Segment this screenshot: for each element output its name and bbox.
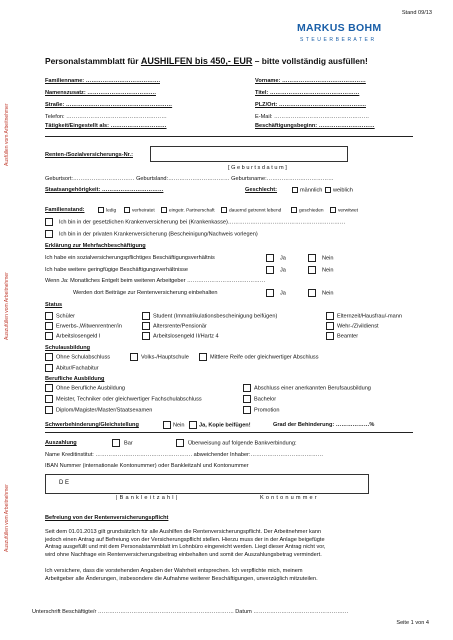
familienstand-getrennt[interactable]: dauernd getrennt lebend [221,207,281,214]
familienstand-partnerschaft[interactable]: eingetr. Partnerschaft [161,207,215,214]
familienstand-label: Familienstand: [45,207,85,213]
status-student[interactable]: Student (Immatrikulationsbescheinigung beifügen) [142,312,277,320]
beruf-ohne[interactable]: Ohne Berufliche Ausbildung [45,384,125,392]
brand-subtitle: S T E U E R B E R A T E R [300,37,375,43]
kontonummer-hint: K o n t o n u m m e r [260,495,317,501]
kreditinstitut-field[interactable]: Name Kreditinstitut: ……………………………………………. abweichender Inhaber:………………………………… [45,452,324,458]
behinderung-grad[interactable]: Grad der Behinderung: ………………% [273,422,375,428]
signature-line[interactable]: Unterschrift Beschäftigte/r ………………………………………………………………. Datum …………………………………………… [32,609,349,615]
versicherung-text-line: Arbeitgeber alle Änderungen, insbesondere die Aufnahme weiterer Beschäftigungen, unverzüglich mitzuteilen. [45,575,318,582]
mehrfach-title: Erklärung zur Mehrfachbeschäftigung [45,243,146,249]
stand-label: Stand 09/13 [401,10,432,16]
auszahlung-ueberweisung[interactable]: Überweisung auf folgende Bankverbindung: [176,439,297,447]
behinderung-nein[interactable]: Nein [163,421,185,429]
iban-country: D E [59,480,70,486]
checkbox[interactable] [325,187,331,193]
side-label-2: Auszufüllen vom Arbeitnehmer [4,272,10,340]
schule-mittlere-reife[interactable]: Mittlere Reife oder gleichwertiger Abschluss [199,353,319,361]
mehrfach-q4-nein[interactable]: Nein [308,289,334,297]
status-title: Status [45,302,63,308]
mehrfach-q1-ja[interactable]: Ja [266,254,286,262]
kv-privat[interactable]: Ich bin in der privaten Krankenversicherung (Bescheinigung/Nachweis vorlegen) [45,230,258,238]
brand-name: MARKUS BOHM [297,22,382,34]
familienstand-geschieden[interactable]: geschieden [291,207,324,214]
checkbox[interactable] [292,187,298,193]
mehrfach-q2: Ich habe weitere geringfügige Beschäftigungsverhältnisse [45,267,189,273]
side-label-1: Ausfüllen vom Arbeitnehmer [4,103,10,166]
mehrfach-q4: Werden dort Beiträge zur Rentenversicherung einbehalten [73,290,218,296]
auszahlung-bar[interactable]: Bar [112,439,133,447]
auszahlung-label: Auszahlung [45,440,77,446]
geschlecht-label: Geschlecht: [245,187,278,193]
kv-gesetzlich[interactable]: Ich bin in der gesetzlichen Krankenversicherung bei (Krankenkasse)……………………………………………………… [45,218,345,226]
plz-ort-field[interactable]: PLZ/Ort: ……………………………………….. [255,102,366,108]
geburtsdatum-hint: [ G e b u r t s d a t u m ] [228,165,287,171]
divider [45,432,413,433]
befreiung-title: Befreiung von der Rentenversicherungspflicht [45,515,169,521]
page-number: Seite 1 von 4 [396,620,429,626]
side-label-3: Auszufüllen vom Arbeitnehmer [4,484,10,552]
email-field[interactable]: E-Mail: …………………………………………… [255,114,370,120]
mehrfach-q2-nein[interactable]: Nein [308,266,334,274]
status-alg1[interactable]: Arbeitslosengeld I [45,332,100,340]
telefon-field[interactable]: Telefon: ……………………………………………… [45,114,167,120]
geschlecht-weiblich[interactable]: weiblich [325,187,353,194]
beruf-anerkannt[interactable]: Abschluss einer anerkannten Berufsausbildung [243,384,371,392]
rv-nummer-label: Renten-/Sozialversicherungs-Nr.: [45,152,133,158]
geschlecht-maennlich[interactable]: männlich [292,187,322,194]
divider [45,136,413,137]
beruf-diplom[interactable]: Diplom/Magister/Master/Staatsexamen [45,406,152,414]
status-rentner[interactable]: Erwerbs-,Witwenrentner/in [45,322,122,330]
beginn-field[interactable]: Beschäftigungsbeginn: ………………………… [255,123,375,129]
mehrfach-q3[interactable]: Wenn Ja: Monatliches Entgelt beim weiteren Arbeitgeber …………………………………… [45,278,266,284]
familienname-field[interactable]: Familienname: …………………………………. [45,78,160,84]
familienstand-verheiratet[interactable]: verheiratet [124,207,155,214]
vorname-field[interactable]: Vorname: ……………………………………… [255,78,366,84]
status-elternzeit[interactable]: Elternzeit/Hausfrau/-mann [326,312,402,320]
geburtsort-row[interactable]: Geburtsort:…………………………… Geburtsland:…………………………… Geburtsname:……………………………… [45,176,334,182]
iban-input[interactable] [45,474,369,494]
mehrfach-q1-nein[interactable]: Nein [308,254,334,262]
mehrfach-q1: Ich habe ein sozialversicherungspflichtiges Beschäftigungsverhältnis [45,255,215,261]
befreiung-text-line: Antrag ausgefüllt und mit dem Personalstammblatt im Lohnbüro eingereicht werden. Liegt dieser Antrag nicht vor, [45,544,326,550]
schule-abitur[interactable]: Abitur/Fachabitur [45,364,99,372]
status-wehrdienst[interactable]: Wehr-/Zivildienst [326,322,379,330]
befreiung-text-line: wird ohne Nachfrage ein Rentenversicherungsbeitrag einbehalten und somit der Auszahlungsbetrag vermindert. [45,551,322,558]
versicherung-text-line: Ich versichere, dass die vorstehenden Angaben der Wahrheit entsprechen. Ich verpflichte mich, meinem [45,568,303,574]
schule-hauptschule[interactable]: Volks-/Hauptschule [130,353,189,361]
behinderung-label: Schwerbehinderung/Gleichstellung [45,422,139,428]
familienstand-ledig[interactable]: ledig [98,207,116,214]
schule-ohne[interactable]: Ohne Schulabschluss [45,353,110,361]
status-beamter[interactable]: Beamter [326,332,358,340]
befreiung-text-line: jedoch einen Antrag auf Befreiung von der Versicherungspflicht stellen. Hierzu muss der in der Anlage beigefügte [45,536,325,543]
mehrfach-q4-ja[interactable]: Ja [266,289,286,297]
page-title: Personalstammblatt für AUSHILFEN bis 450,- EUR – bitte vollständig ausfüllen! [45,56,368,66]
beruf-promotion[interactable]: Promotion [243,406,280,414]
staatsangehoerigkeit-field[interactable]: Staatsangehörigkeit: …………………………… [45,187,164,193]
beruf-bachelor[interactable]: Bachelor [243,395,276,403]
titel-field[interactable]: Titel: ………………………………………… [255,90,360,96]
schule-title: Schulausbildung [45,345,91,351]
rv-nummer-input[interactable] [150,146,348,162]
blz-hint: | B a n k l e i t z a h l | [116,495,178,501]
beruf-title: Berufliche Ausbildung [45,376,105,382]
namenszusatz-field[interactable]: Namenszusatz: ………………………………. [45,90,156,96]
taetigkeit-field[interactable]: Tätigkeit/Eingestellt als: ………………………… [45,123,167,129]
befreiung-text-line: Seit dem 01.01.2013 gilt grundsätzlich für alle Aushilfen die Rentenversicherungspflicht. Der Arbeitnehmer kann [45,529,322,535]
status-altersrente[interactable]: Altersrente/Pensionär [142,322,207,330]
status-alg2[interactable]: Arbeitslosengeld II/Hartz 4 [142,332,219,340]
mehrfach-q2-ja[interactable]: Ja [266,266,286,274]
beruf-meister[interactable]: Meister, Techniker oder gleichwertiger Fachschulabschluss [45,395,202,403]
familienstand-verwitwet[interactable]: verwitwet [330,207,358,214]
strasse-field[interactable]: Straße: ………………………………………………… [45,102,173,108]
status-schueler[interactable]: Schüler [45,312,75,320]
behinderung-ja[interactable]: Ja, Kopie beifügen! [189,421,251,429]
iban-hint: IBAN Nummer (internationale Kontonummer) oder Bankleitzahl und Kontonummer [45,463,249,469]
